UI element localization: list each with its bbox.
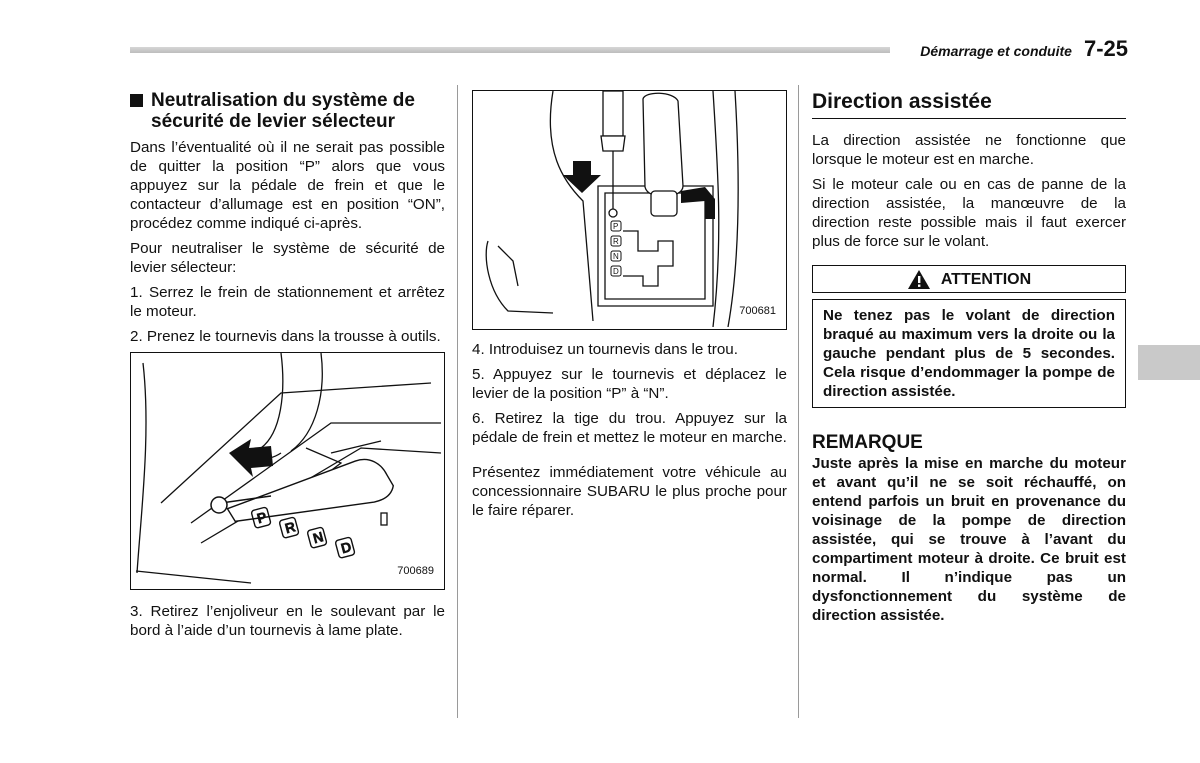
paragraph: Pour neutraliser le système de sécurité de levier sélecteur: [130,240,445,276]
cover-removal-illustration [131,353,444,587]
step-3: 3. Retirez l’enjoliveur en le soulevant par le bord à l’aide d’un tournevis à lame plate. [130,603,445,639]
closing-paragraph: Présentez immédiatement votre véhicule au concessionnaire SUBARU le plus proche pour le faire réparer. [472,464,787,519]
warning-triangle-icon [907,269,931,290]
column-middle [472,90,787,526]
step-1: 1. Serrez le frein de stationnement et arrêtez le moteur. [130,284,445,320]
gear-label-r: R [283,518,298,537]
attention-label: ATTENTION [940,270,1032,288]
section-heading: Neutralisation du système de sécurité de levier sélecteur [130,90,445,132]
column-divider [798,85,799,718]
column-left [130,90,445,646]
column-divider [457,85,458,718]
gear-label-n: N [311,528,326,547]
attention-box: Ne tenez pas le volant de direction braqué au maximum vers la droite ou la gauche pendant plus de 5 secondes. Cela risque d’endommager la pompe de direction assistée. [812,299,1126,408]
step-4: 4. Introduisez un tournevis dans le trou. [472,341,738,358]
arrow-right-icon [681,187,715,219]
attention-header [812,265,1126,293]
step-2: 2. Prenez le tournevis dans la trousse à outils. [130,328,441,345]
gear-label-r: R [613,237,619,246]
note-heading: REMARQUE [812,432,923,453]
note-text: Juste après la mise en marche du moteur et avant qu’il ne se soit réchauffé, on entend parfois un bruit en provenance du voisinage de la pompe de direction assistée, qui se trouve à l’avant du compartiment moteur à droite. Ce bruit est normal. Il n’indique pas un dysfonctionnement du système de direction assistée. [812,455,1126,624]
gear-label-d: D [339,538,354,557]
header-rule [130,47,890,53]
arrow-down-icon [563,161,601,193]
figure-code: 700681 [739,305,776,317]
step-6: 6. Retirez la tige du trou. Appuyez sur la pédale de frein et mettez le moteur en marche. [472,410,787,446]
gear-label-p: P [255,508,269,527]
section-heading: Direction assistée [812,90,1126,119]
gear-label-p: P [613,222,619,231]
figure-code: 700689 [397,565,434,577]
gear-label-n: N [613,252,619,261]
paragraph: La direction assistée ne fonctionne que lorsque le moteur est en marche. [812,132,1126,168]
running-header [920,36,1128,62]
screwdriver-illustration [473,91,786,327]
page-number: 7-25 [1083,36,1128,61]
intro-paragraph: Dans l’éventualité où il ne serait pas possible de quitter la position “P” alors que vous appuyez sur la pédale de frein et que le contacteur d’allumage est en position “ON”, procédez comme indiqué ci-après. [130,139,445,232]
square-bullet-icon [130,94,143,107]
figure-screwdriver [472,90,787,330]
step-5: 5. Appuyez sur le tournevis et déplacez le levier de la position “P” à “N”. [472,366,787,402]
section-title: Démarrage et conduite [920,43,1072,59]
paragraph: Si le moteur cale ou en cas de panne de la direction assistée, la manœuvre de la direction reste possible mais il faut exercer plus de force sur le volant. [812,176,1126,250]
arrow-left-icon [229,439,273,477]
gear-label-d: D [613,267,619,276]
column-right [812,90,1126,631]
figure-cover-removal [130,352,445,590]
chapter-tab [1138,345,1200,380]
